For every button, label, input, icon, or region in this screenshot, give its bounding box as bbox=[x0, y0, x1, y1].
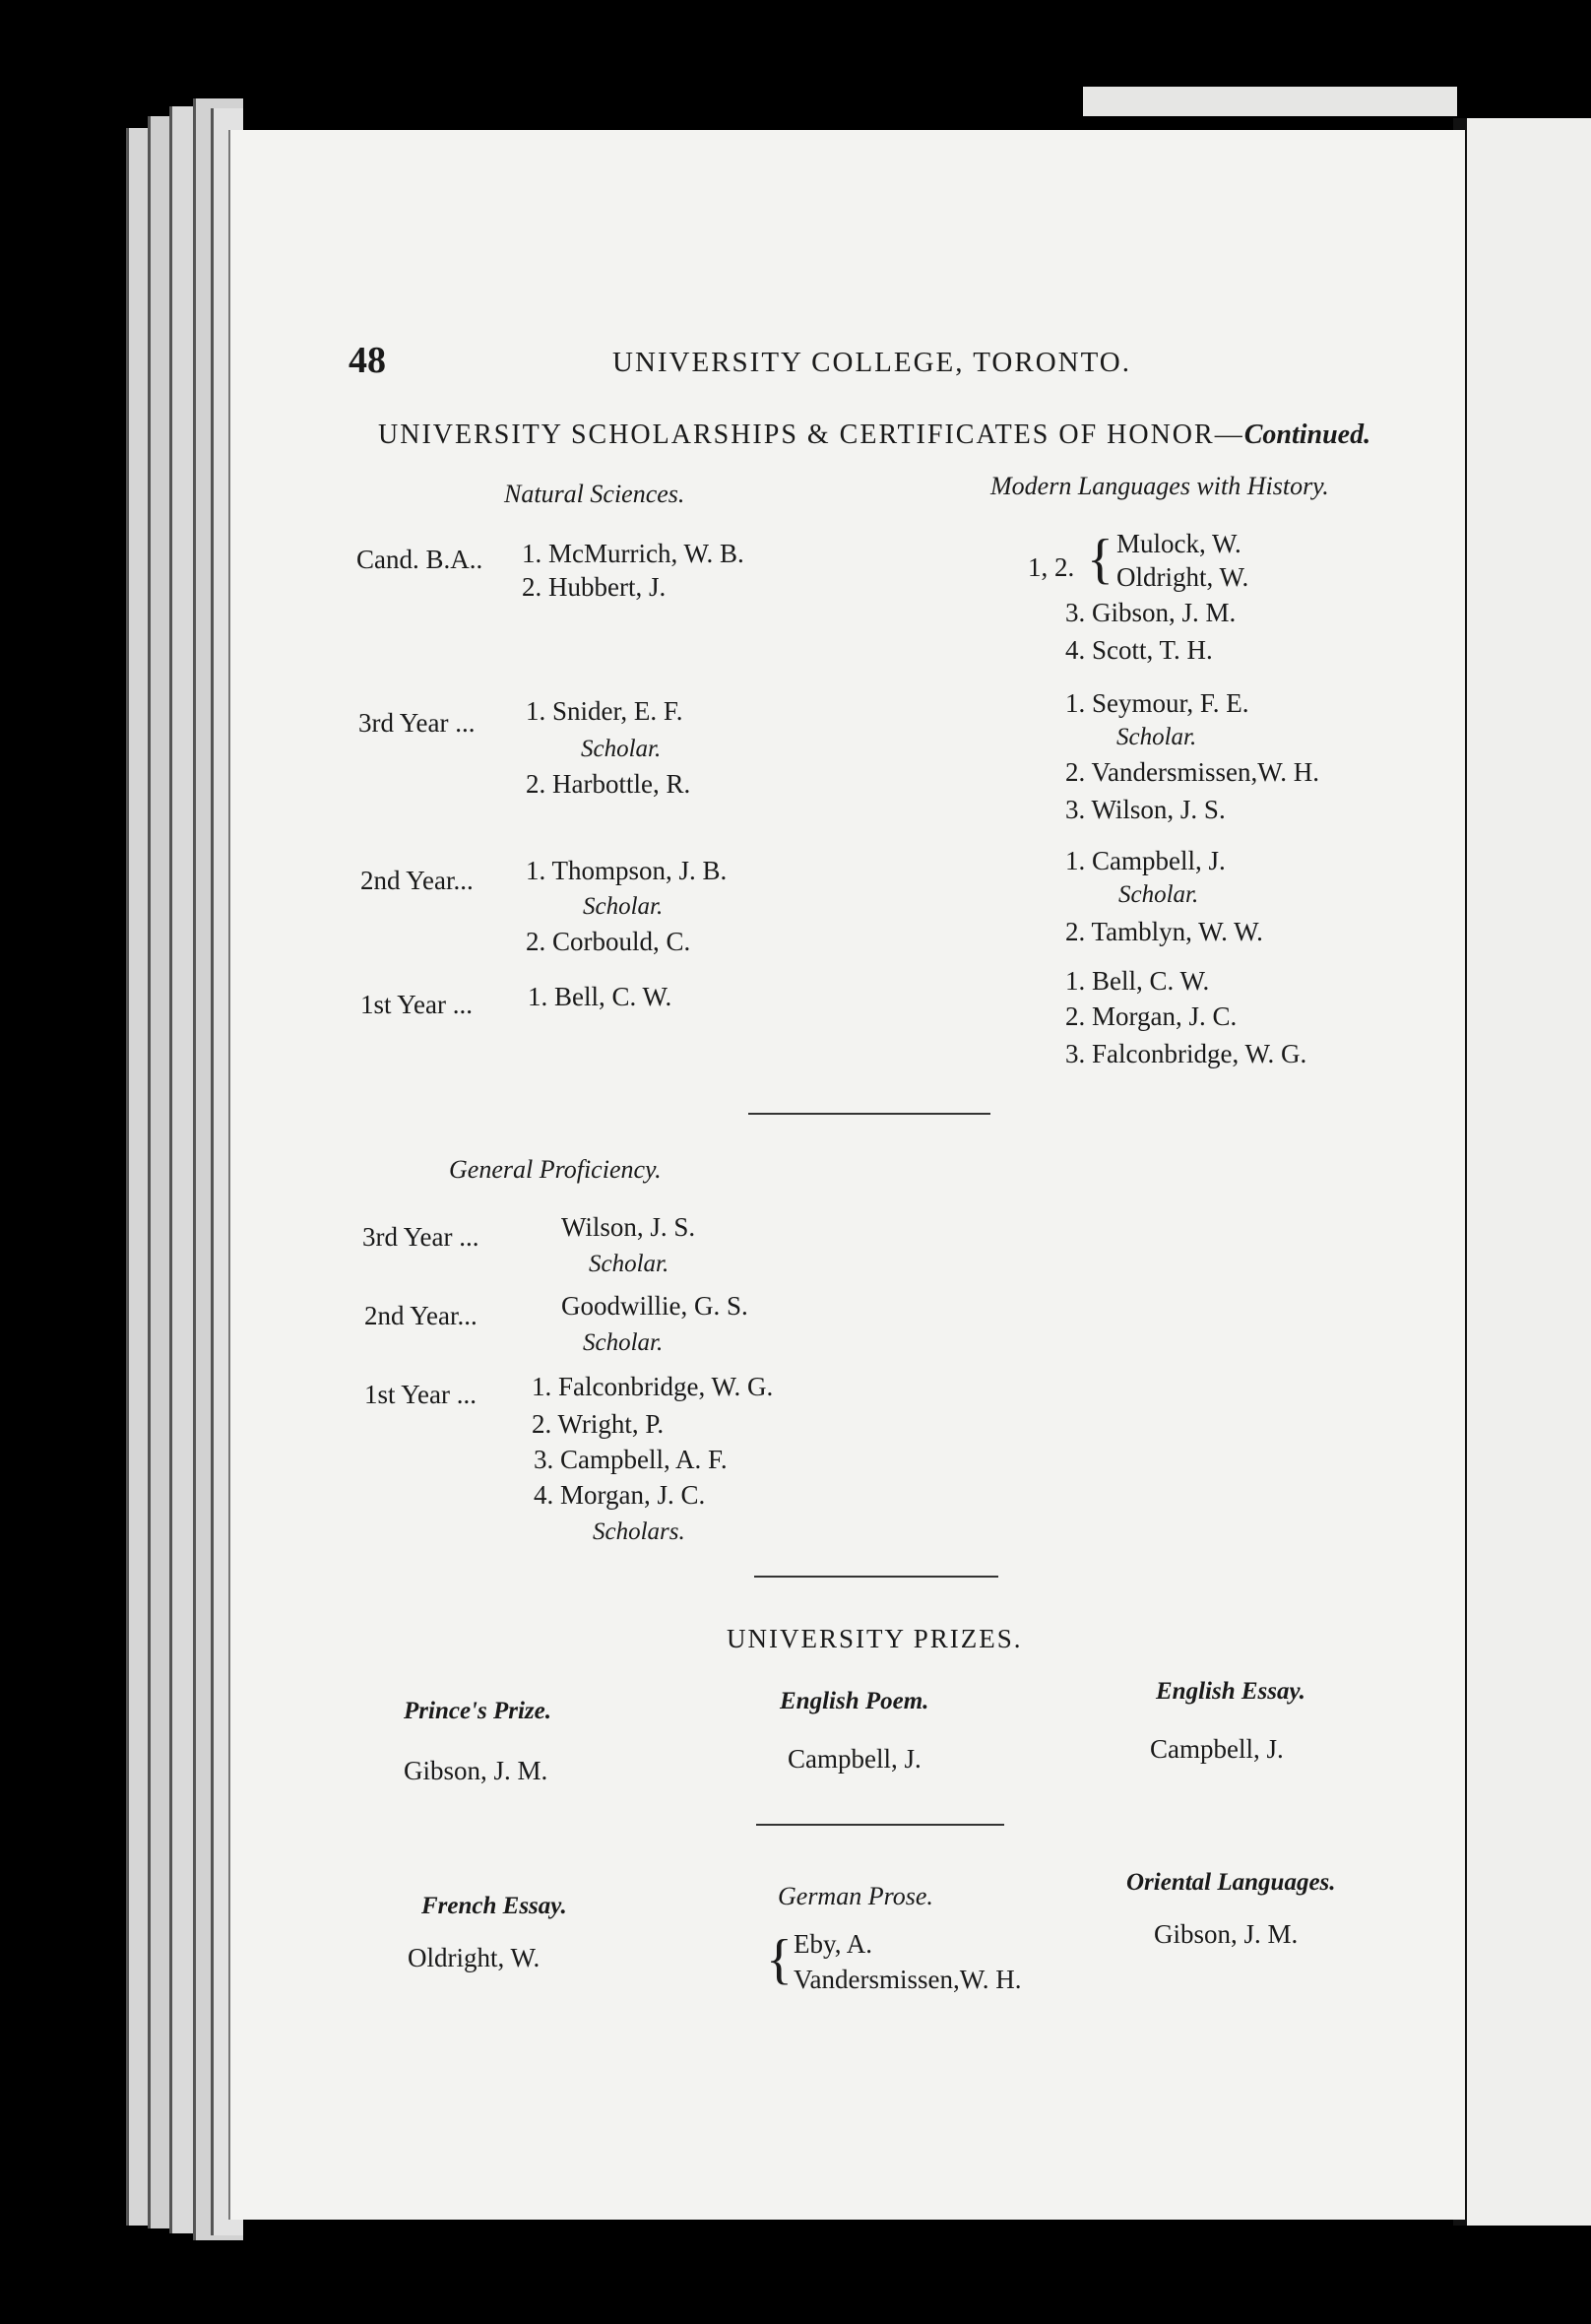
prize-winner: Vandersmissen,W. H. bbox=[794, 1965, 1022, 1994]
prize-winner: Gibson, J. M. bbox=[404, 1756, 548, 1785]
prize-winner: Campbell, J. bbox=[1150, 1734, 1284, 1764]
tie-number: 1, 2. bbox=[1028, 552, 1075, 582]
prize-title: German Prose. bbox=[778, 1882, 933, 1910]
prizes-heading: UNIVERSITY PRIZES. bbox=[727, 1624, 1023, 1653]
brace-icon: { bbox=[1087, 529, 1114, 590]
entry: 1. Campbell, J. bbox=[1065, 846, 1226, 875]
entry: 1. Bell, C. W. bbox=[1065, 966, 1210, 996]
section-title bbox=[378, 420, 1370, 451]
prize-title: Oriental Languages. bbox=[1126, 1869, 1336, 1896]
prize-title: English Essay. bbox=[1156, 1678, 1305, 1705]
scholar-note: Scholar. bbox=[583, 893, 664, 920]
prize-title: French Essay. bbox=[421, 1893, 567, 1919]
general-proficiency-heading: General Proficiency. bbox=[449, 1155, 662, 1184]
divider bbox=[754, 1576, 998, 1578]
brace-icon: { bbox=[766, 1929, 793, 1990]
first-year-label: 1st Year ... bbox=[360, 990, 474, 1019]
scholar-note: Scholar. bbox=[1116, 724, 1197, 750]
modern-languages-heading: Modern Languages with History. bbox=[990, 472, 1329, 500]
prize-winner: Campbell, J. bbox=[788, 1744, 922, 1774]
second-year-label: 2nd Year... bbox=[360, 866, 474, 895]
entry: 2. Tamblyn, W. W. bbox=[1065, 917, 1263, 946]
cand-ba-label: Cand. B.A.. bbox=[356, 545, 483, 574]
entry: 4. Morgan, J. C. bbox=[534, 1480, 706, 1510]
third-year-label: 3rd Year ... bbox=[362, 1222, 479, 1252]
prize-title: Prince's Prize. bbox=[404, 1698, 551, 1724]
entry: Oldright, W. bbox=[1116, 562, 1249, 592]
third-year-label: 3rd Year ... bbox=[358, 708, 476, 738]
scholar-note: Scholar. bbox=[1118, 881, 1199, 908]
entry: 1. Snider, E. F. bbox=[526, 696, 683, 726]
running-title: UNIVERSITY COLLEGE, TORONTO. bbox=[612, 347, 1131, 378]
first-year-label: 1st Year ... bbox=[364, 1380, 477, 1409]
entry: 1. Falconbridge, W. G. bbox=[532, 1372, 774, 1401]
entry: 2. Hubbert, J. bbox=[522, 572, 667, 602]
entry: 2. Corbould, C. bbox=[526, 927, 691, 956]
scholar-note: Scholar. bbox=[589, 1251, 669, 1277]
entry: 1. Thompson, J. B. bbox=[526, 856, 728, 885]
second-year-label: 2nd Year... bbox=[364, 1301, 477, 1330]
entry: 3. Campbell, A. F. bbox=[534, 1445, 728, 1474]
scholar-note: Scholar. bbox=[583, 1329, 664, 1356]
entry: 3. Wilson, J. S. bbox=[1065, 795, 1226, 824]
prize-winner: Eby, A. bbox=[794, 1929, 872, 1959]
scholar-note: Scholar. bbox=[581, 736, 662, 762]
entry: 3. Falconbridge, W. G. bbox=[1065, 1039, 1307, 1068]
entry: 2. Harbottle, R. bbox=[526, 769, 691, 799]
top-paper-strip bbox=[1083, 87, 1457, 116]
entry: 4. Scott, T. H. bbox=[1065, 635, 1213, 665]
section-title-main: UNIVERSITY SCHOLARSHIPS & CERTIFICATES OF HONOR— bbox=[378, 420, 1244, 450]
scholar-note: Scholars. bbox=[593, 1518, 685, 1545]
page-number: 48 bbox=[349, 340, 386, 381]
natural-sciences-heading: Natural Sciences. bbox=[504, 480, 685, 508]
entry: 1. Bell, C. W. bbox=[528, 982, 672, 1011]
entry: 2. Wright, P. bbox=[532, 1409, 665, 1439]
entry: 2. Vandersmissen,W. H. bbox=[1065, 757, 1319, 787]
entry: 1. McMurrich, W. B. bbox=[522, 539, 744, 568]
entry: Mulock, W. bbox=[1116, 529, 1241, 558]
prize-winner: Gibson, J. M. bbox=[1154, 1919, 1299, 1949]
entry: Wilson, J. S. bbox=[561, 1212, 696, 1242]
entry: 3. Gibson, J. M. bbox=[1065, 598, 1237, 627]
prize-title: English Poem. bbox=[780, 1688, 929, 1714]
divider bbox=[756, 1824, 1004, 1826]
section-title-continued: Continued. bbox=[1243, 420, 1371, 450]
entry: 2. Morgan, J. C. bbox=[1065, 1001, 1238, 1031]
entry: Goodwillie, G. S. bbox=[561, 1291, 748, 1321]
divider bbox=[748, 1113, 990, 1115]
entry: 1. Seymour, F. E. bbox=[1065, 688, 1249, 718]
prize-winner: Oldright, W. bbox=[408, 1943, 541, 1972]
facing-page bbox=[1467, 118, 1591, 2226]
